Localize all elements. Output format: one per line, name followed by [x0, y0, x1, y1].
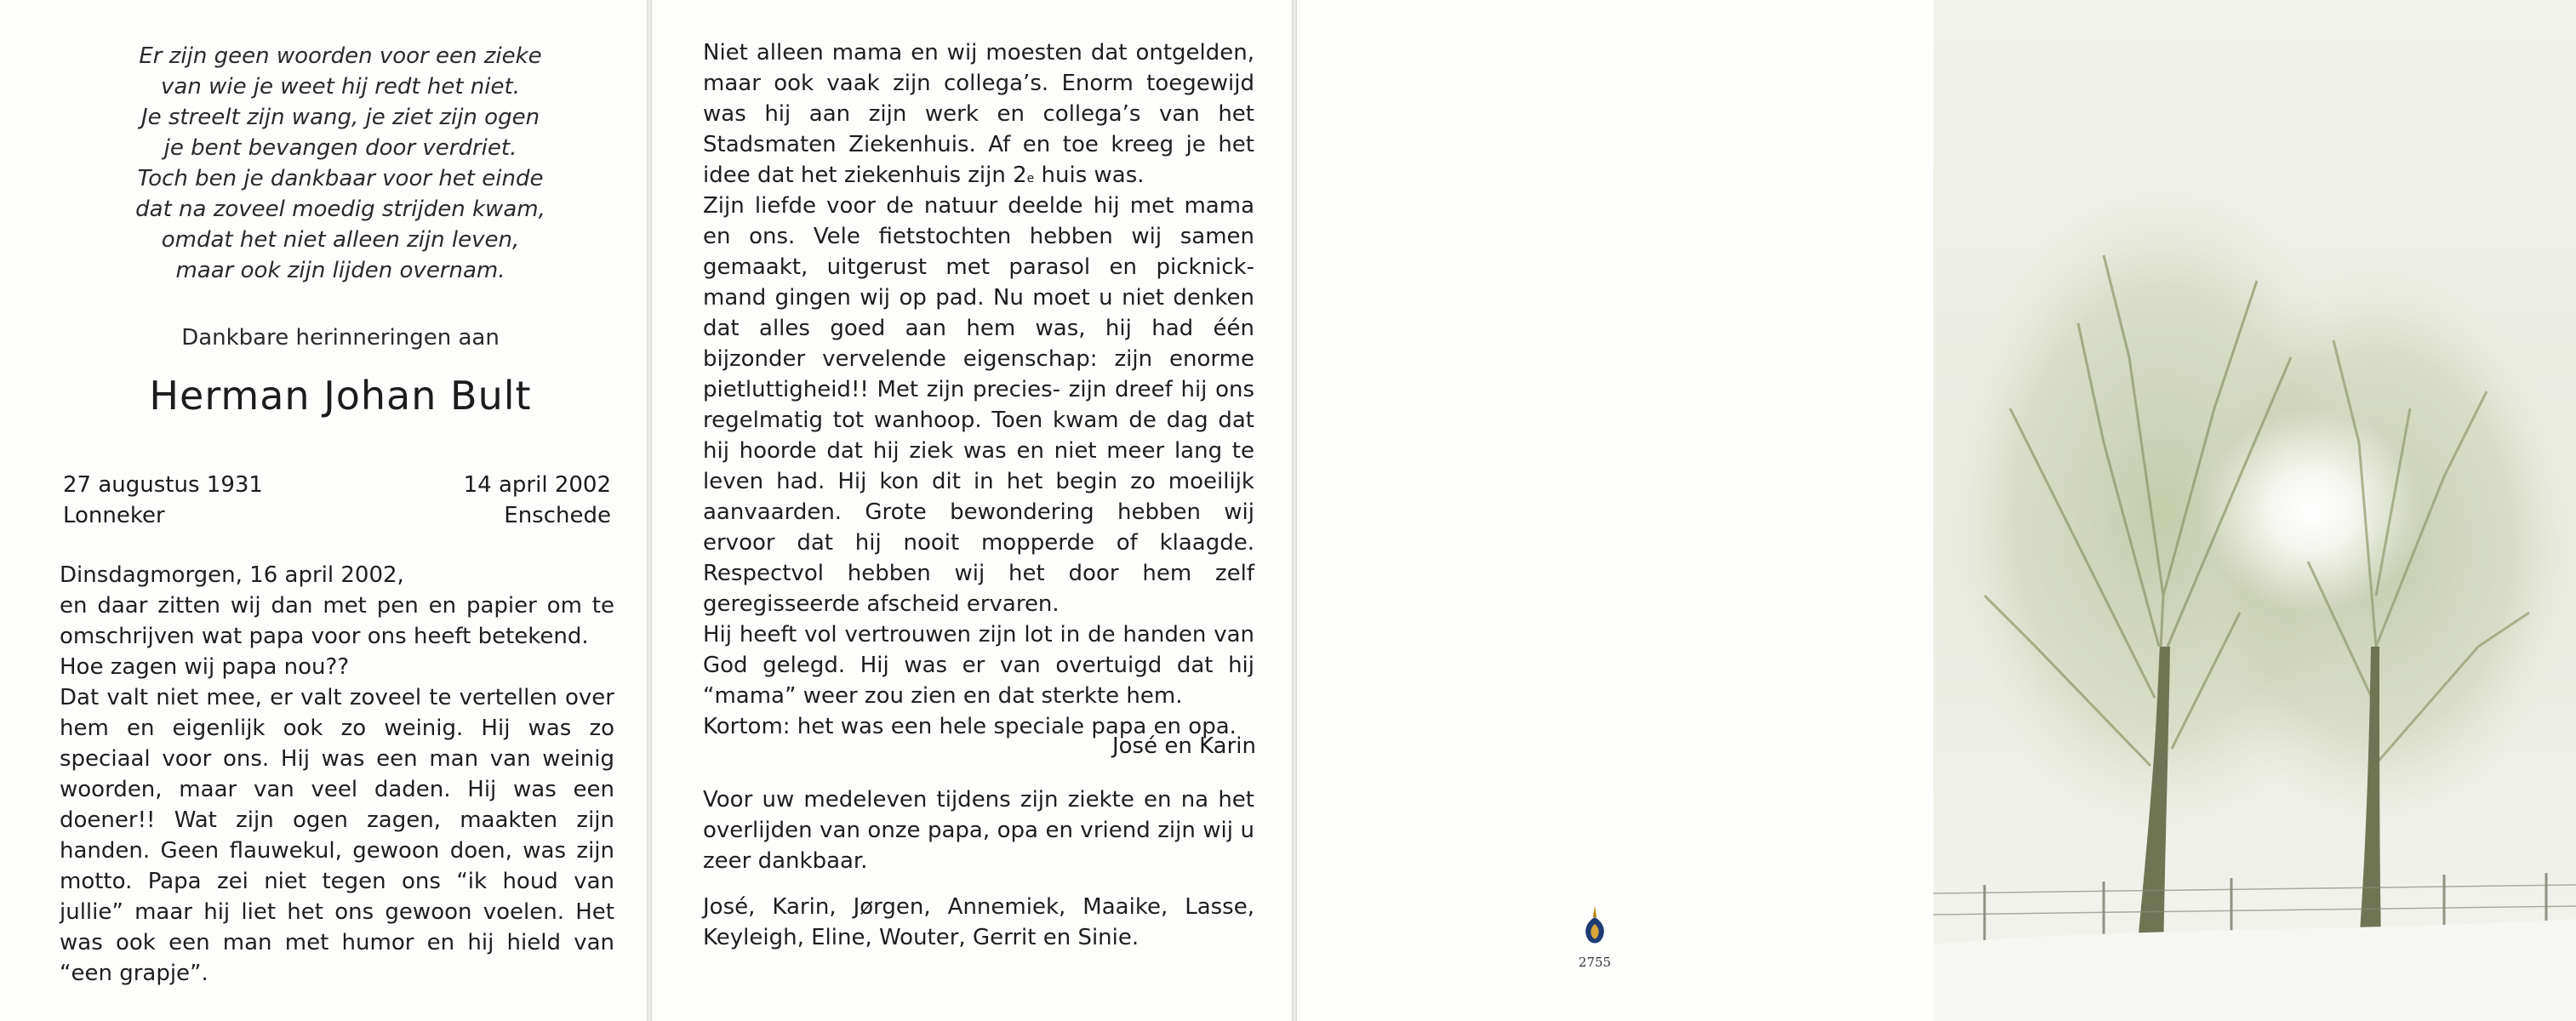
card-page-left: [0, 0, 647, 1021]
letter-part-2: [703, 37, 1254, 742]
poem-line: Er zijn geen woorden voor een zieke: [139, 43, 542, 69]
card-page-back: [1297, 0, 1933, 1021]
letter-paragraph: Hij heeft vol vertrouwen zijn lot in de handen van God gelegd. Hij was er van overtuigd dat hij “mama” weer zou zien en dat sterkte hem.: [703, 622, 1254, 709]
ordinal-suffix: e: [1026, 172, 1035, 185]
letter-text: huis was.: [1034, 163, 1145, 188]
letter-opening: Dinsdagmorgen, 16 april 2002,: [60, 562, 404, 588]
poem-line: omdat het niet alleen zijn leven,: [161, 227, 520, 253]
letter-paragraph: Zijn liefde voor de natuur deelde hij met mama en ons. Vele fietstochten hebben wij samen gemaakt, uitgerust met parasol en picknick-mand gingen wij op pad. Nu moet u niet denken dat alles goed aan hem was, hij had één bijzonder vervelende eigenschap: zijn enorme pietluttigheid!! Met zijn precies- zijn dreef hij ons regelmatig tot wanhoop. Toen kwam de dag dat hij hoorde dat hij ziek was en niet meer lang te leven had. Hij kon dit in het begin zo moeilijk aanvaarden. Grote bewondering hebben wij ervoor dat hij nooit mopperde of klaagde. Respectvol hebben wij het door hem zelf geregisseerde afscheid ervaren.: [703, 193, 1254, 617]
printer-logo-icon: [1576, 904, 1614, 950]
birth-date: 27 augustus 1931: [63, 472, 263, 498]
death-place: Enschede: [504, 503, 611, 528]
printer-number: 2755: [1578, 955, 1612, 970]
winter-trees-photo: [1933, 0, 2576, 1021]
death-info: [464, 470, 611, 531]
card-page-front: [1933, 0, 2576, 1021]
poem-line: Je streelt zijn wang, je ziet zijn ogen: [140, 105, 540, 130]
letter-paragraph: [703, 37, 1254, 191]
letter-paragraph: Dat valt niet mee, er valt zoveel te vertellen over hem en eigenlijk ook zo weinig. Hij was zo speciaal voor ons. Hij was een man van weinig woorden, maar van veel daden. Hij was een doener!! Wat zijn ogen zagen, maakten zijn handen. Geen flauwekul, gewoon doen, was zijn motto. Papa zei niet tegen ons “ik houd van jullie” maar hij liet het ons gewoon voelen. Het was ook een man met humor en hij hield van “een grapje”.: [60, 685, 614, 986]
poem-line: maar ook zijn lijden overnam.: [175, 258, 505, 283]
letter-closing: Kortom: het was een hele speciale papa en opa.: [703, 714, 1237, 739]
letter-question: Hoe zagen wij papa nou??: [60, 654, 350, 680]
thank-you-text: Voor uw medeleven tijdens zijn ziekte en na het overlijden van onze papa, opa en vriend zijn wij u zeer dankbaar.: [703, 787, 1254, 874]
card-page-inner-right: [652, 0, 1292, 1021]
letter-signoff: José en Karin: [1111, 733, 1256, 759]
deceased-name: Herman Johan Bult: [149, 373, 532, 419]
poem-line: Toch ben je dankbaar voor het einde: [137, 166, 544, 191]
birth-info: [63, 470, 263, 531]
birth-place: Lonneker: [63, 503, 165, 528]
poem-line: van wie je weet hij redt het niet.: [161, 74, 520, 100]
letter-part-1: [60, 560, 614, 989]
thank-you-note: [703, 784, 1254, 876]
family-list: José, Karin, Jørgen, Annemiek, Maaike, Lasse, Keyleigh, Eline, Wouter, Gerrit en Sinie.: [703, 894, 1254, 950]
letter-text: Niet alleen mama en wij moesten dat ontgelden, maar ook vaak zijn collega’s. Enorm toegewijd was hij aan zijn werk en collega’s van het Stadsmaten Ziekenhuis. Af en toe kreeg je het idee dat het ziekenhuis zijn 2: [703, 40, 1254, 188]
poem-line: dat na zoveel moedig strijden kwam,: [135, 197, 545, 222]
family-names: [703, 892, 1254, 953]
memorial-intro: Dankbare herinneringen aan: [181, 325, 500, 351]
poem: [60, 41, 621, 286]
poem-line: je bent bevangen door verdriet.: [163, 135, 517, 161]
death-date: 14 april 2002: [463, 472, 611, 498]
letter-paragraph: en daar zitten wij dan met pen en papier om te omschrijven wat papa voor ons heeft betekend.: [60, 593, 614, 649]
